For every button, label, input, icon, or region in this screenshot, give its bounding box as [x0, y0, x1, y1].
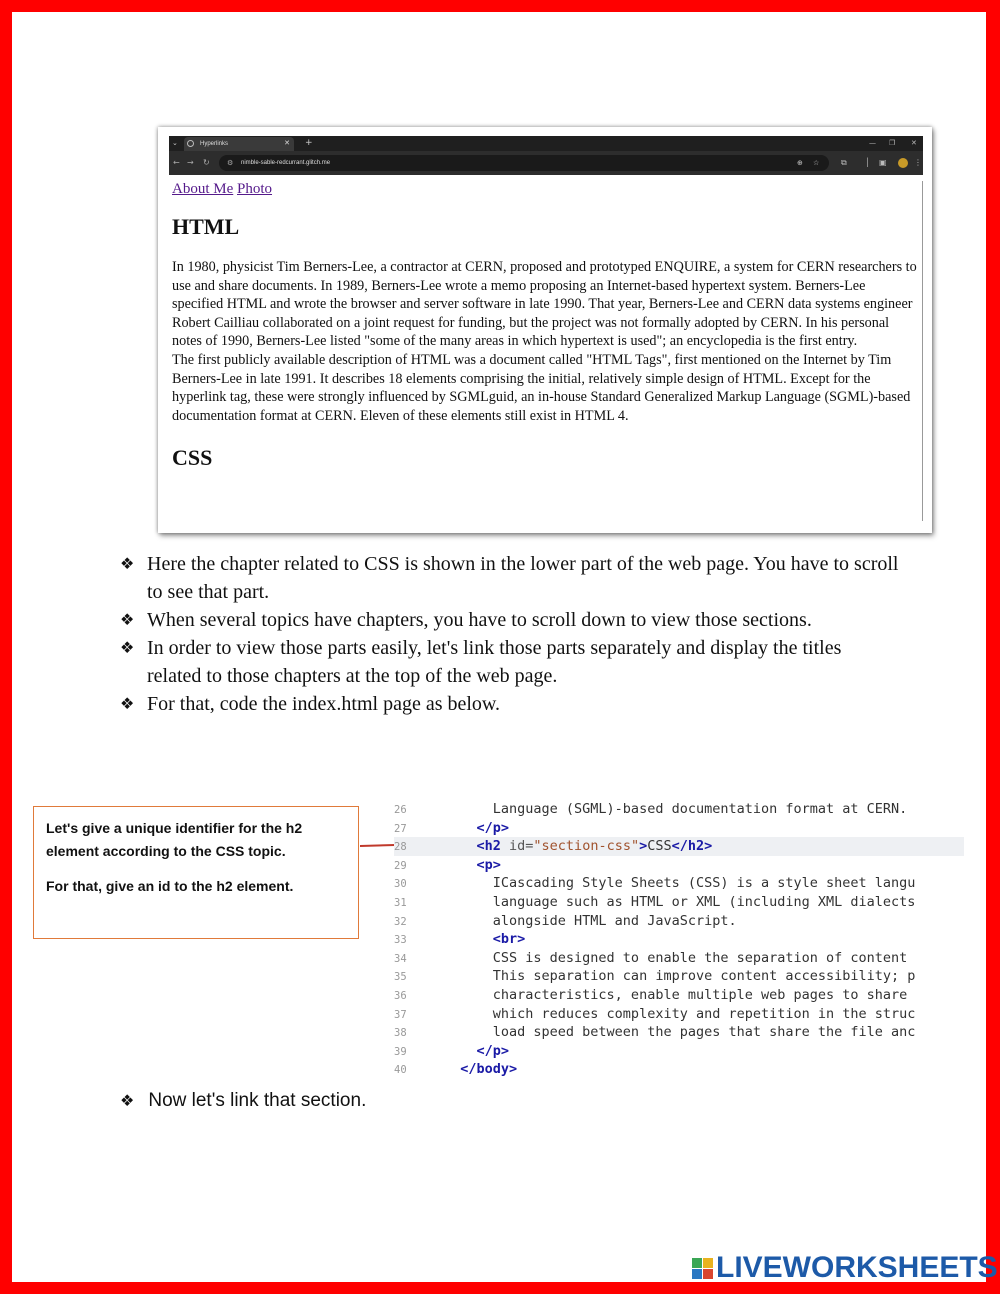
url-text: nimble-sable-redcurrant.glitch.me	[241, 160, 331, 166]
html-paragraph-2: The first publicly available description of HTML was a document called "HTML Tags", first mentioned on the Internet by Tim Berners-Lee in late 1991. It describes 18 elements comprising the initial, relatively simple design of HTML. Except for the hyperlink tag, these were strongly influenced by SGMLguid, an in-house Standard Generalized Markup Language (SGML)-based documentation format at CERN. Eleven of these elements still exist in HTML 4.	[172, 351, 911, 424]
diamond-bullet-icon: ❖	[120, 1091, 135, 1110]
diamond-bullet-icon: ❖	[120, 554, 135, 573]
bullet-text: For that, code the index.html page as below.	[147, 693, 501, 715]
bookmark-star-icon[interactable]: ☆	[813, 159, 820, 167]
maximize-icon[interactable]: ❐	[889, 139, 896, 147]
code-line: 40 </body>	[394, 1061, 518, 1078]
html-paragraph-1: In 1980, physicist Tim Berners-Lee, a contractor at CERN, proposed and prototyped ENQUIRE, a system for CERN researchers to use and share documents. In 1989, Berners-Lee wrote a memo proposing an Internet-based hypertext system. Berners-Lee specified HTML and wrote the browser and server software in late 1990. That year, Berners-Lee and CERN data systems engineer Robert Cailliau collaborated on a joint request for funding, but the project was not formally adopted by CERN. In his personal notes of 1990, Berners-Lee listed "some of the many areas in which hypertext is used"; an encyclopedia is the first entry.	[172, 259, 917, 350]
bullet-text: When several topics have chapters, you have to scroll down to view those sections.	[147, 609, 812, 631]
close-window-icon[interactable]: ✕	[911, 139, 917, 147]
final-text: Now let's link that section.	[148, 1090, 367, 1111]
code-line: 36 characteristics, enable multiple web pages to share	[394, 987, 908, 1003]
bullet-text: Here the chapter related to CSS is shown in the lower part of the web page. You have to scroll to see that part.	[147, 553, 899, 603]
heading-css: CSS	[172, 445, 213, 471]
instruction-list	[120, 550, 900, 718]
divider-icon: │	[865, 158, 870, 167]
diamond-bullet-icon: ❖	[120, 638, 135, 657]
code-line: 33 <br>	[394, 931, 526, 948]
callout-line-2: For that, give an id to the h2 element.	[46, 878, 294, 894]
back-icon[interactable]: ←	[173, 158, 180, 167]
code-editor	[394, 800, 964, 1080]
link-photo[interactable]: Photo	[237, 181, 273, 197]
code-line: 29 <p>	[394, 856, 501, 873]
logo-text: LIVEWORKSHEETS	[716, 1251, 998, 1284]
bullet-text: In order to view those parts easily, let's link those parts separately and display the titles related to those chapters at the top of the web page.	[147, 637, 842, 687]
logo-grid-icon	[692, 1258, 714, 1280]
browser-tab[interactable]	[184, 137, 294, 151]
address-toolbar	[169, 151, 923, 175]
liveworksheets-logo	[692, 1251, 998, 1284]
link-about-me[interactable]: About Me	[172, 181, 234, 197]
code-line: 27 </p>	[394, 819, 510, 836]
list-item	[120, 550, 900, 606]
globe-icon	[187, 140, 194, 147]
address-bar[interactable]	[219, 155, 829, 171]
list-item	[120, 634, 900, 690]
tab-title: Hyperlinks	[200, 141, 229, 147]
heading-html: HTML	[172, 214, 240, 239]
new-tab-icon[interactable]: +	[305, 138, 313, 148]
zoom-icon[interactable]: ⊕	[797, 159, 803, 167]
list-item	[120, 690, 900, 718]
code-line: 37 which reduces complexity and repetition in the struc	[394, 1005, 916, 1022]
code-line: 31 language such as HTML or XML (including XML dialects	[394, 894, 916, 910]
callout-box	[33, 806, 359, 939]
code-line: 34 CSS is designed to enable the separation of content	[394, 949, 908, 966]
code-line: 26 Language (SGML)-based documentation format at CERN.	[394, 801, 908, 817]
code-line: 35 This separation can improve content accessibility; p	[394, 968, 916, 985]
site-info-icon[interactable]: ⚙	[227, 159, 234, 167]
close-tab-icon[interactable]: ✕	[284, 140, 290, 147]
list-item	[120, 606, 900, 634]
tab-search-icon[interactable]: ⌄	[172, 139, 178, 147]
code-line-highlighted: 28 <h2 id="section-css">CSS</h2>	[394, 837, 964, 856]
browser-screenshot	[158, 127, 932, 533]
forward-icon[interactable]: →	[187, 158, 194, 167]
callout-line-1: Let's give a unique identifier for the h2 element according to the CSS topic.	[46, 820, 303, 859]
sidepanel-icon[interactable]: ▣	[879, 158, 887, 167]
code-line: 30 ICascading Style Sheets (CSS) is a style sheet langu	[394, 875, 916, 892]
profile-avatar-icon[interactable]	[898, 158, 908, 168]
extensions-icon[interactable]: ⧉	[841, 158, 847, 167]
diamond-bullet-icon: ❖	[120, 694, 135, 713]
code-line: 32 alongside HTML and JavaScript.	[394, 912, 737, 929]
minimize-icon[interactable]: —	[869, 139, 876, 147]
code-line: 39 </p>	[394, 1042, 510, 1059]
menu-dots-icon[interactable]: ⋮	[914, 158, 922, 167]
final-instruction	[120, 1090, 366, 1112]
code-line: 38 load speed between the pages that share the file anc	[394, 1024, 916, 1041]
nav-links	[172, 181, 920, 198]
web-page-content	[172, 181, 920, 489]
diamond-bullet-icon: ❖	[120, 610, 135, 629]
scrollbar-edge	[922, 181, 923, 521]
tab-strip	[169, 136, 923, 151]
reload-icon[interactable]: ↻	[203, 158, 210, 167]
